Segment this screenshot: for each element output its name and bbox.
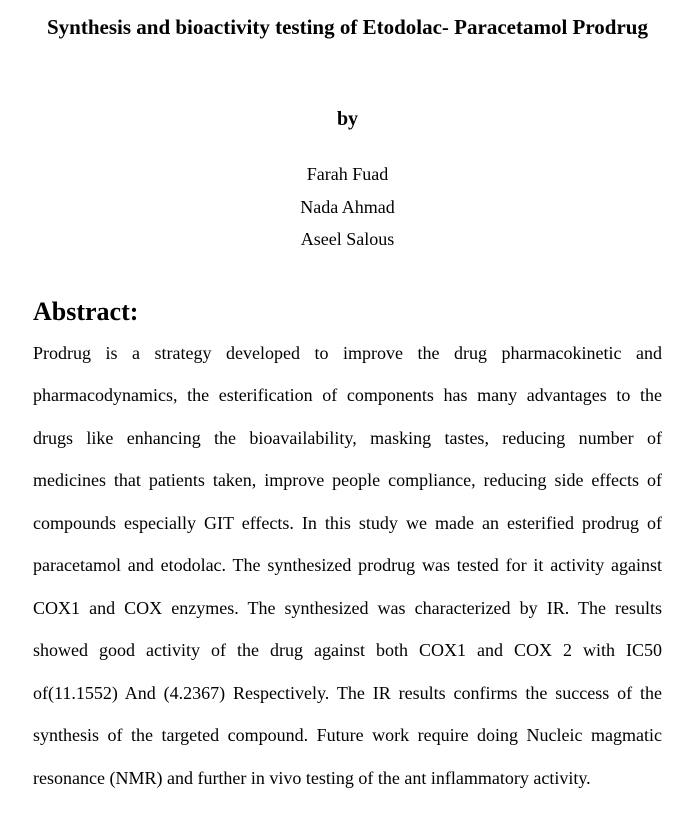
author-name: Aseel Salous <box>300 229 395 249</box>
author-name: Nada Ahmad <box>300 196 395 217</box>
author-list <box>33 158 662 256</box>
abstract-line: medicines that patients taken, improve people compliance, reducing side effects of <box>33 470 662 490</box>
abstract-heading: Abstract: <box>33 296 139 326</box>
abstract-line: resonance (NMR) and further in vivo testing of the ant inflammatory activity. <box>33 767 591 788</box>
byline: by <box>336 108 359 130</box>
abstract-line: compounds especially GIT effects. In this study we made an esterified prodrug of <box>33 512 662 533</box>
abstract-line: showed good activity of the drug against both COX1 and COX 2 with IC50 <box>33 640 662 660</box>
abstract-line: paracetamol and etodolac. The synthesized prodrug was tested for it activity against <box>33 555 662 575</box>
abstract-line: pharmacodynamics, the esterification of components has many advantages to the <box>33 385 662 405</box>
abstract-line: synthesis of the targeted compound. Future work require doing Nucleic magmatic <box>33 725 662 745</box>
abstract-line: of(11.1552) And (4.2367) Respectively. The IR results confirms the success of the <box>33 682 662 703</box>
abstract-line: COX1 and COX enzymes. The synthesized was characterized by IR. The results <box>33 597 662 618</box>
abstract-line: drugs like enhancing the bioavailability, masking tastes, reducing number of <box>33 427 662 448</box>
abstract-line: Prodrug is a strategy developed to improve the drug pharmacokinetic and <box>33 342 662 363</box>
author-name: Farah Fuad <box>306 164 389 184</box>
paper-title: Synthesis and bioactivity testing of Etodolac- Paracetamol Prodrug <box>46 15 648 39</box>
abstract-paragraph <box>33 332 662 800</box>
